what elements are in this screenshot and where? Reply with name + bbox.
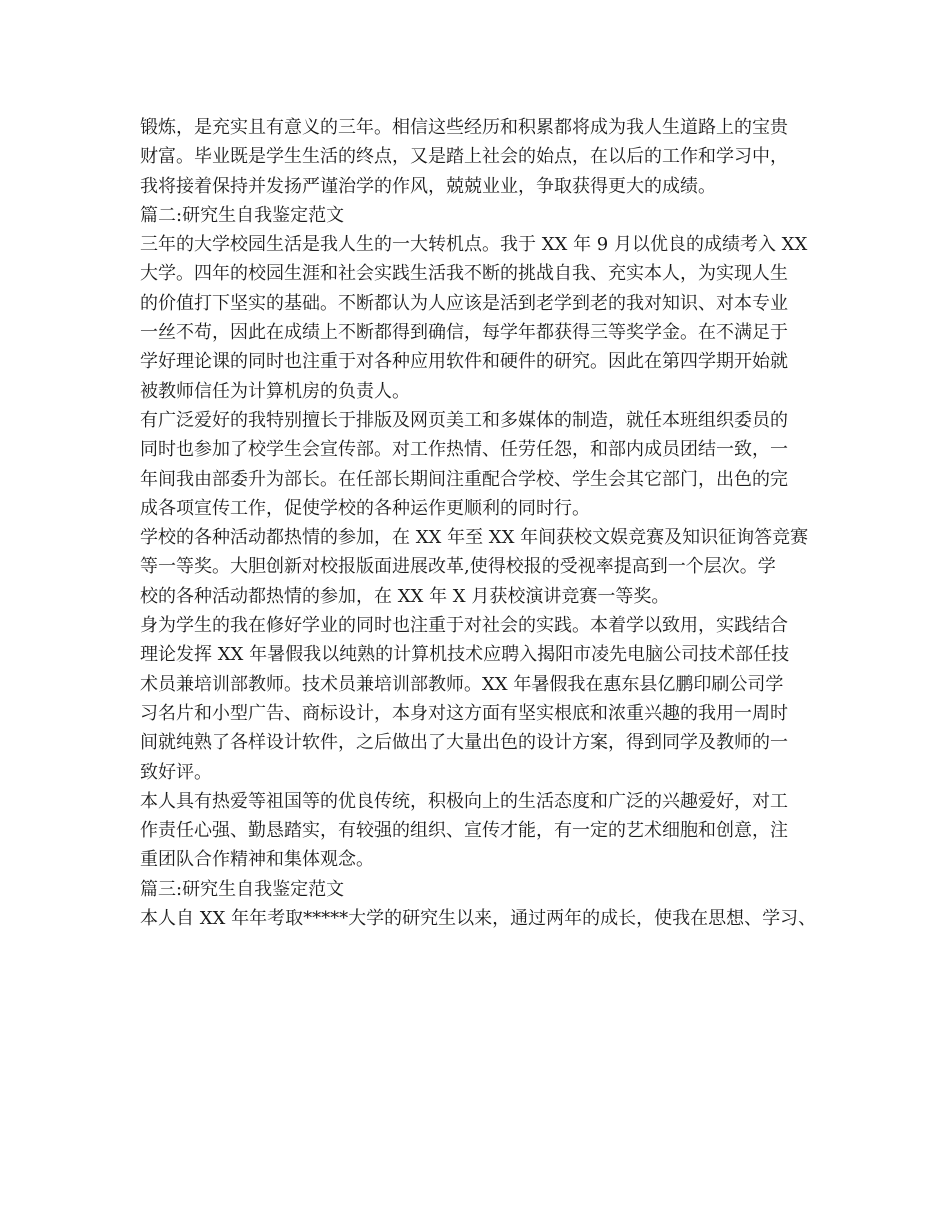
text-line: 作责任心强、勤恳踏实，有较强的组织、宣传才能，有一定的艺术细胞和创意，注 [140, 820, 788, 842]
text-line: 致好评。 [140, 761, 212, 783]
text-line: 同时也参加了校学生会宣传部。对工作热情、任劳任怨，和部内成员团结一致，一 [140, 439, 788, 461]
text-line: 我将接着保持并发扬严谨治学的作风，兢兢业业，争取获得更大的成绩。 [140, 175, 716, 197]
text-line: 习名片和小型广告、商标设计，本身对这方面有坚实根底和浓重兴趣的我用一周时 [140, 702, 788, 724]
text-line: 财富。毕业既是学生生活的终点，又是踏上社会的始点，在以后的工作和学习中， [140, 146, 788, 168]
text-line: 的价值打下坚实的基础。不断都认为人应该是活到老学到老的我对知识、对本专业 [140, 292, 788, 314]
text-line: 篇二:研究生自我鉴定范文 [140, 204, 345, 226]
text-line: 三年的大学校园生活是我人生的一大转机点。我于 XX 年 9 月以优良的成绩考入 XX [140, 234, 808, 256]
text-line: 一丝不苟，因此在成绩上不断都得到确信，每学年都获得三等奖学金。在不满足于 [140, 322, 788, 344]
text-line: 成各项宣传工作，促使学校的各种运作更顺利的同时行。 [140, 497, 590, 519]
text-line: 大学。四年的校园生涯和社会实践生活我不断的挑战自我、充实本人，为实现人生 [140, 263, 788, 285]
text-line: 学好理论课的同时也注重于对各种应用软件和硬件的研究。因此在第四学期开始就 [140, 351, 788, 373]
text-line: 术员兼培训部教师。技术员兼培训部教师。XX 年暑假我在惠东县亿鹏印刷公司学 [140, 673, 784, 695]
text-line: 间就纯熟了各样设计软件，之后做出了大量出色的设计方案，得到同学及教师的一 [140, 732, 788, 754]
text-line: 有广泛爱好的我特别擅长于排版及网页美工和多媒体的制造，就任本班组织委员的 [140, 409, 788, 431]
text-line: 身为学生的我在修好学业的同时也注重于对社会的实践。本着学以致用，实践结合 [140, 615, 788, 637]
text-line: 等一等奖。大胆创新对校报版面进展改革,使得校报的受视率提高到一个层次。学 [140, 556, 776, 578]
text-line: 校的各种活动都热情的参加，在 XX 年 X 月获校演讲竞赛一等奖。 [140, 585, 670, 607]
text-line: 学校的各种活动都热情的参加，在 XX 年至 XX 年间获校文娱竞赛及知识征询答竞赛 [140, 527, 809, 549]
document-body [140, 113, 830, 933]
text-line: 重团队合作精神和集体观念。 [140, 849, 374, 871]
text-line: 被教师信任为计算机房的负责人。 [140, 380, 410, 402]
text-line: 本人具有热爱等祖国等的优良传统，积极向上的生活态度和广泛的兴趣爱好，对工 [140, 790, 788, 812]
text-line: 篇三:研究生自我鉴定范文 [140, 878, 345, 900]
text-line: 本人自 XX 年年考取*****大学的研究生以来，通过两年的成长，使我在思想、学习、 [140, 908, 817, 930]
text-line: 锻炼，是充实且有意义的三年。相信这些经历和积累都将成为我人生道路上的宝贵 [140, 117, 788, 138]
text-line: 理论发挥 XX 年暑假我以纯熟的计算机技术应聘入揭阳市凌先电脑公司技术部任技 [140, 644, 790, 666]
text-line: 年间我由部委升为部长。在任部长期间注重配合学校、学生会其它部门，出色的完 [140, 468, 788, 490]
